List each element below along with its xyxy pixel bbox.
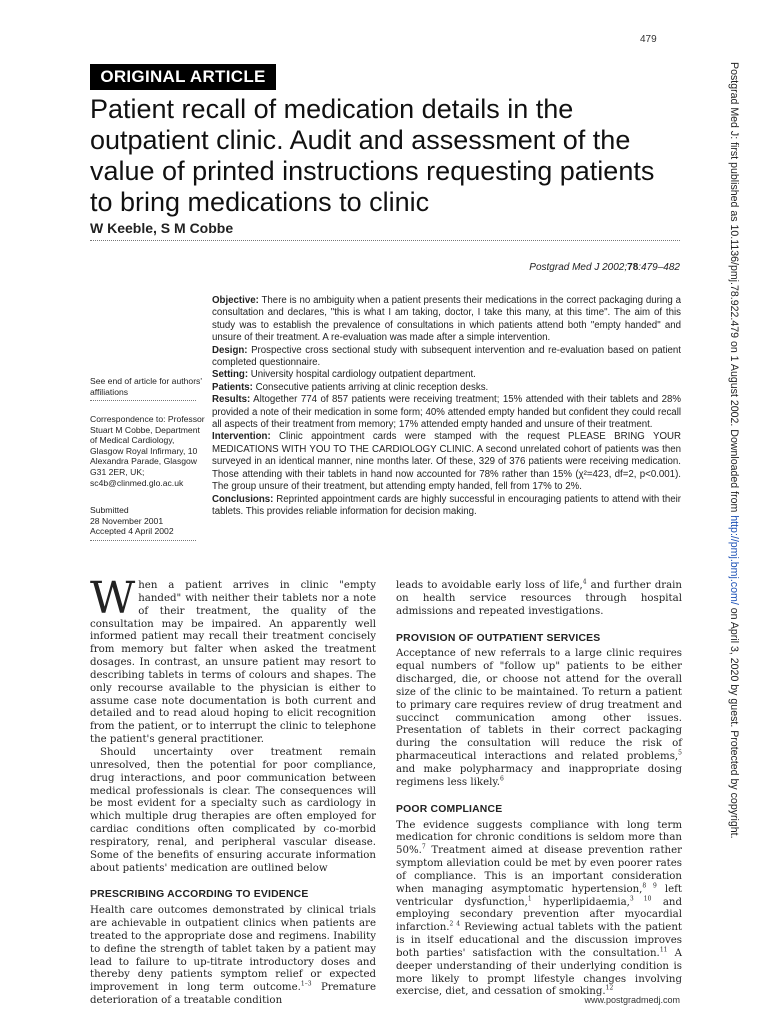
abstract-setting [212, 369, 681, 381]
abstract-text: Altogether 774 of 857 patients were receiving treatment; 15% attended with their tablets and 28% provided a note of their medication in some form; 40% attended empty handed but confident they could recall all aspects of their treatment from memory; 17% attended empty handed and unsure of their treatment. [212, 394, 681, 431]
submitted-date: 28 November 2001 [90, 515, 164, 526]
correspondence-note [90, 414, 208, 488]
download-margin-note [728, 62, 740, 972]
reference-marker: 4 [582, 578, 587, 586]
abstract-objective [212, 295, 681, 345]
section-label: ORIGINAL ARTICLE [90, 64, 276, 90]
abstract-label: Results: [212, 394, 251, 406]
abstract-text: Consecutive patients arriving at clinic reception desks. [252, 381, 489, 393]
body-column-right [396, 580, 682, 999]
paragraph-text: Health care outcomes demonstrated by clinical trials are achievable in outpatient clinics when patients are treated to the appropriate dose and regimens. Inability to define the strength of tablet taken by a patient may lead to failure to up-titrate introductory doses and thereby deny patients symptom relief or expected improvement in long term outcome. [90, 905, 376, 994]
paragraph-text: and further drain on health service resources through hospital admissions and repeated investigations. [396, 580, 682, 617]
reference-marker: 11 [659, 946, 668, 954]
abstract-patients [212, 382, 681, 394]
reference-marker: 3 10 [629, 895, 652, 903]
abstract-label: Patients: [212, 381, 253, 393]
reference-marker: 1–3 [300, 980, 312, 988]
page-number: 479 [640, 34, 657, 45]
reference-marker: 5 [678, 749, 682, 757]
paragraph-text: and employing secondary prevention after myocardial infarction. [396, 896, 682, 934]
submission-dates [90, 505, 208, 541]
reference-marker: 7 [421, 843, 426, 851]
abstract-label: Setting: [212, 369, 249, 381]
paragraph-text: left ventricular dysfunction, [396, 883, 682, 908]
reference-marker: 12 [605, 985, 614, 993]
affiliations-text: See end of article for authors' affiliations [90, 376, 202, 397]
reference-marker: 8 9 [642, 882, 657, 890]
abstract-label: Conclusions: [212, 493, 274, 505]
paragraph-text: Treatment aimed at disease prevention rather symptom alleviation could be met by even poorer rates of compliance. This is an important consideration when managing asymptomatic hypertension, [396, 845, 682, 895]
citation [90, 262, 680, 273]
continued-paragraph [396, 580, 682, 619]
authors: W Keeble, S M Cobbe [90, 220, 234, 236]
citation-volume: 78 [627, 262, 639, 273]
footer-url[interactable]: www.postgradmedj.com [584, 995, 680, 1005]
submitted-label: Submitted [90, 505, 129, 515]
paragraph-text: Acceptance of new referrals to a large clinic requires equal numbers of "follow up" patients to be either discharged, die, or choose not attend for the overall size of the clinic to be maintained. To return a patient to primary care requires review of drug treatment and succinct communication among other issues. Presentation of tablets in their correct packaging during the consultation will reduce the risk of pharmaceutical interactions and related problems, [396, 648, 682, 763]
heading-prescribing: PRESCRIBING ACCORDING TO EVIDENCE [90, 889, 309, 901]
paragraph-text: Reviewing actual tablets with the patient is in itself educational and the discussion improves both parties' satisfaction with the consultation. [396, 922, 682, 959]
provision-paragraph [396, 648, 682, 789]
paragraph-text: hyperlipidaemia, [531, 896, 630, 908]
article-title: Patient recall of medication details in the outpatient clinic. Audit and assessment of the value of printed instructions requesting patients to bring medications to clinic [90, 94, 655, 217]
abstract-label: Objective: [212, 295, 259, 306]
reference-marker: 6 [500, 775, 504, 783]
title-divider [90, 240, 680, 241]
prescribing-paragraph [90, 905, 376, 1008]
affiliations-note [90, 376, 208, 401]
correspondence-text: Correspondence to: Professor Stuart M Cobbe, Department of Medical Cardiology, Glasgow Royal Infirmary, 10 Alexandra Parade, Glasgow G31 2ER, UK; sc4b@clinmed.glo.ac.uk [90, 414, 205, 488]
sidebar-divider [90, 400, 196, 401]
paragraph-text: The evidence suggests compliance with long term medication for chronic conditions is seldom more than 50%. [396, 819, 682, 857]
heading-provision: PROVISION OF OUTPATIENT SERVICES [396, 632, 601, 644]
reference-marker: 2 4 [449, 920, 461, 928]
body-column-left [90, 573, 377, 1008]
margin-note-text: Postgrad Med J: first published as 10.1136/pmj.78.922.479 on 1 August 2002. Downloaded from [728, 62, 740, 516]
abstract-text: There is no ambiguity when a patient presents their medications in the correct packaging during a consultation and declares, "this is what I am taking, doctor, I take this many, at this time". The aim of this study was to establish the prevalence of consultations in which patients attend both "empty handed" and unsure of their treatment. A re-evaluation was made after a simple intervention. [212, 295, 681, 344]
paragraph-text: and make polypharmacy and inappropriate dosing regimens less likely. [396, 763, 682, 788]
citation-year: 2002; [602, 262, 628, 273]
abstract-intervention [212, 431, 681, 493]
heading-compliance: POOR COMPLIANCE [396, 803, 503, 815]
abstract-text: University hospital cardiology outpatient department. [248, 369, 476, 381]
compliance-paragraph [396, 820, 682, 1000]
reference-marker: 1 [527, 895, 532, 903]
intro-paragraph [90, 573, 376, 747]
citation-journal: Postgrad Med J [529, 262, 600, 273]
abstract-text: Clinic appointment cards were stamped with the request PLEASE BRING YOUR MEDICATIONS WITH YOU TO THE CARDIOLOGY CLINIC. A second unrelated cohort of patients was then surveyed in an identical manner, nine months later. Of these, 329 of 376 patients were receiving medication. Those attending with their tablets in hand now accounted for 78% rather than 15% (χ²=423, df=2, p<0.001). The group unsure of their treatment, but attending empty handed, fell from 17% to 2%. [212, 431, 681, 493]
abstract-text: Reprinted appointment cards are highly successful in encouraging patients to attend with their tablets. This provides reliable information for decision making. [212, 493, 681, 517]
abstract-text: Prospective cross sectional study with subsequent intervention and re-evaluation based on patient completed questionnaire. [212, 344, 681, 369]
paragraph-text: hen a patient arrives in clinic "empty handed" with neither their tablets nor a note of their treatment, the quality of the consultation may be impaired. An apparently well informed patient may recall their treatment concisely from memory but falter when asked the treatment dosages. In contrast, an unsure patient may resort to describing tablets in terms of colours and shapes. The only recourse available to the physician is either to assume case note documentation is both current and detailed and to read aloud hoping to elicit recognition from the patient, or to interrupt the clinic to telephone the patient's general practitioner. [90, 580, 376, 746]
drop-cap: W [90, 573, 136, 624]
abstract-label: Design: [212, 344, 248, 356]
abstract-results [212, 394, 681, 431]
abstract-design [212, 345, 681, 370]
abstract [212, 295, 681, 518]
abstract-label: Intervention: [212, 431, 271, 443]
intro-paragraph-2: Should uncertainty over treatment remain unresolved, then the potential for poor compliance, drug interactions, and poor communication between medical professionals is clear. The consequences will be most evident for a specialty such as cardiology in which multiple drug therapies are often employed for cardiac conditions often complicated by co-morbid respiratory, renal, and peripheral vascular disease. Some of the benefits of ensuring accurate information about patients' medication are outlined below [90, 746, 376, 874]
citation-pages: :479–482 [638, 262, 680, 273]
paragraph-text: Premature deterioration of a treatable condition [90, 982, 377, 1007]
paragraph-text: leads to avoidable early loss of life, [396, 580, 583, 591]
margin-note-text: on April 3, 2020 by guest. Protected by copyright. [728, 604, 740, 839]
abstract-conclusions [212, 494, 681, 519]
sidebar-divider [90, 540, 196, 541]
accepted-date: Accepted 4 April 2002 [90, 526, 174, 537]
paragraph-text: A deeper understanding of their underlying condition is more likely to prompt lifestyle changes involving exercise, diet, and cessation of smoking. [396, 947, 682, 998]
journal-link[interactable]: http://pmj.bmj.com/ [728, 515, 740, 605]
